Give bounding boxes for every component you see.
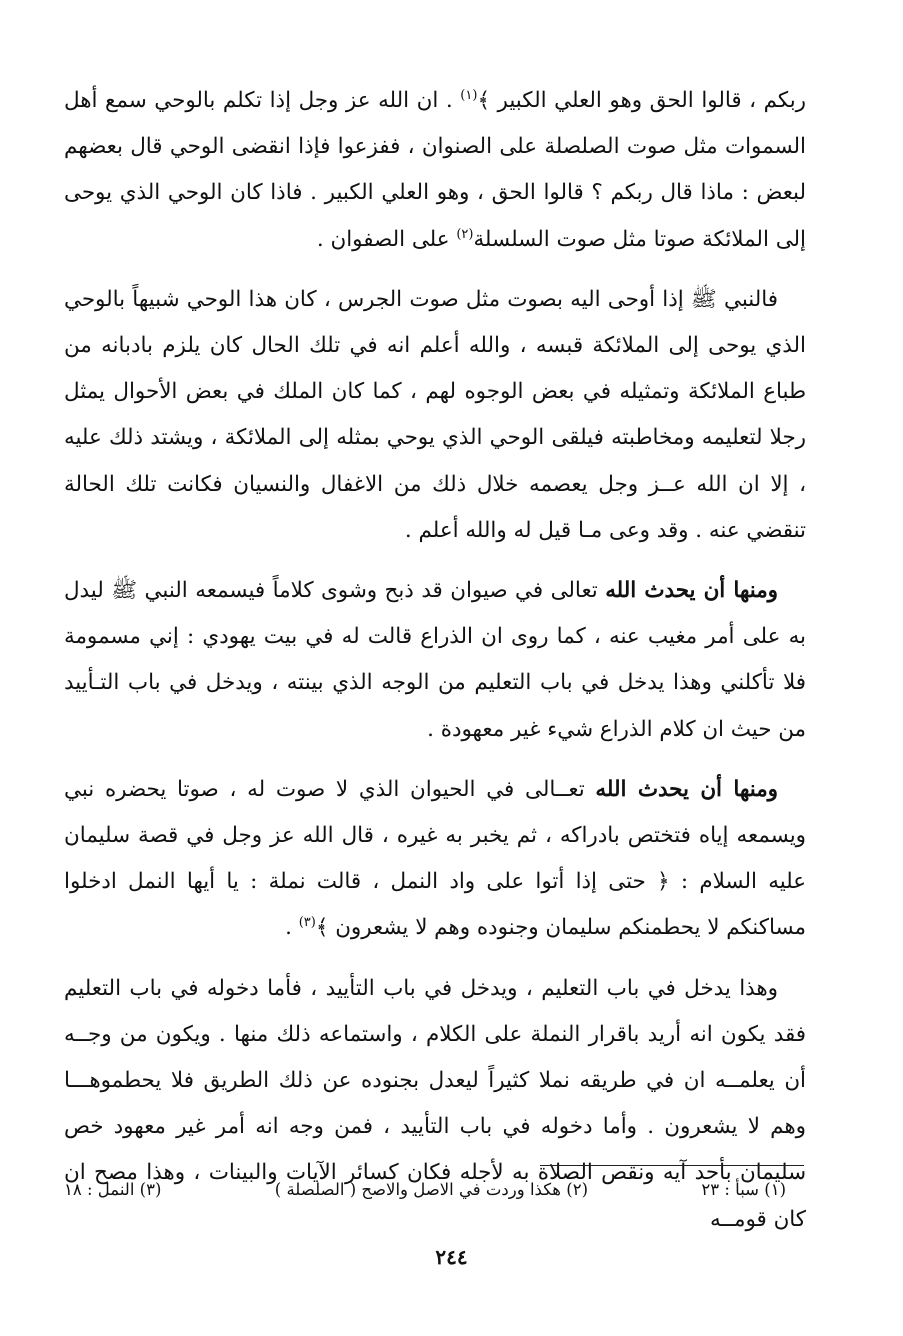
paragraph-1	[64, 78, 806, 263]
page-number: ٢٤٤	[435, 1245, 468, 1269]
paragraph-lead: ومنها أن يحدث الله	[605, 578, 778, 604]
main-text	[64, 78, 806, 1257]
footnote-ref-3: (٣)	[298, 915, 316, 931]
footnote-1: (١) سبأ : ٢٣	[701, 1180, 786, 1199]
footnotes	[64, 1180, 786, 1199]
text-segment: ربكم ، قالوا الحق وهو العلي الكبير ﴾	[477, 88, 806, 113]
text-segment: .	[285, 915, 299, 941]
paragraph-lead: ومنها أن يحدث الله	[595, 776, 778, 802]
text-segment: تعــالى في الحيوان الذي لا صوت له ، صوتا يحضره نبي ويسمعه إياه فتختص بادراكه ، ثم يخبر به غيره ، قال الله عز وجل في قصة سليمان عليه السلام : ﴿ حتى إذا أتوا على واد النمل ، قالت نملة : يا أيها النمل ادخلوا مساكنكم لا يحطمنكم سليمان وجنوده وهم لا يشعرون ﴾	[64, 776, 806, 941]
paragraph-2: فالنبي ﷺ إذا أوحى اليه بصوت مثل صوت الجرس ، كان هذا الوحي شبيهاً بالوحي الذي يوحى إلى الملائكة قبسه ، والله أعلم انه في تلك الحال كان يلزم بادبانه من طباع الملائكة وتمثيله في بعض الوجوه لهم ، كما كان الملك في بعض الأحوال يمثل رجلا لتعليمه ومخاطبته فيلقى الوحي الذي يوحي بمثله إلى الملائكة ، ويشتد ذلك عليه ، إلا ان الله عــز وجل يعصمه خلال ذلك من الاغفال والنسيان فكانت تلك الحالة تنقضي عنه . وقد وعى مـا قيل له والله أعلم .	[64, 286, 806, 543]
text-segment: . ان الله عز وجل إذا تكلم بالوحي سمع أهل السموات مثل صوت الصلصلة على الصنوان ، ففزعوا فإذا انقضى الوحي قال بعضهم لبعض : ماذا قال ربكم ؟ قالوا الحق ، وهو العلي الكبير . فاذا كان الوحي الذي يوحى إلى الملائكة صوتا مثل صوت السلسلة	[64, 88, 806, 252]
footnote-divider	[540, 1165, 804, 1166]
paragraph-5: وهذا يدخل في باب التعليم ، ويدخل في باب التأييد ، فأما دخوله في باب التعليم فقد يكون انه أريد باقرار النملة على الكلام ، واستماعه ذلك منها . ويكون من وجــه أن يعلمــه ان في طريقه نملا كثيراً ليعدل بجنوده عن ذلك الطريق فلا يحطموهـــا وهم لا يشعرون . وأما دخوله في باب التأييد ، فمن وجه انه أمر غير معهود خص سليمان بأحد آيه ونقص الصلاة به لأجله فكان كسائر الآيات والبينات ، وهذا مصح ان كان قومــه	[64, 975, 806, 1232]
paragraph-3	[64, 568, 806, 753]
text-segment: على الصفوان .	[316, 226, 457, 252]
footnote-ref-2: (٢)	[456, 226, 474, 242]
paragraph-4	[64, 767, 806, 952]
footnote-ref-1: (١)	[460, 87, 478, 103]
text-segment: تعالى في صيوان قد ذبح وشوى كلاماً فيسمعه النبي ﷺ ليدل به على أمر مغيب عنه ، كما روى ان الذراع قالت له في بيت يهودي : إني مسمومة فلا تأكلني وهذا يدخل في باب التعليم من الوجه الذي بينته ، ويدخل في باب التـأييد من حيث ان كلام الذراع شيء غير معهودة .	[64, 578, 806, 742]
footnote-2: (٢) هكذا وردت في الاصل والاصح ( الصلصلة )	[274, 1180, 589, 1199]
footnote-3: (٣) النمل : ١٨	[64, 1180, 162, 1199]
